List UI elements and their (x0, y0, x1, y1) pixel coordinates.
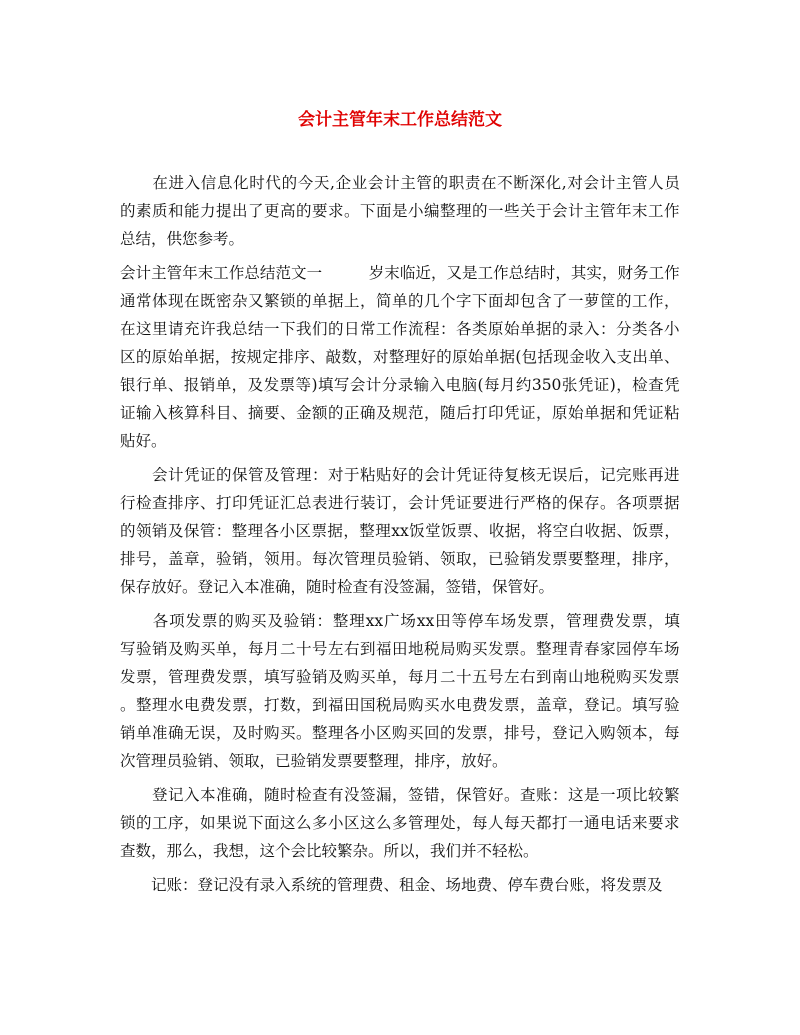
paragraph-line: 各 项 发 票 的 购 买 及 验 销 ： 整 理 xx 广 场 xx 田 等 停 车 场 发 票 ， 管 理 费 发 票 ， 填 (152, 612, 680, 630)
paragraph-line: 发 票 ， 管 理 费 发 票 ， 填 写 验 销 及 购 买 单 ， 每 月 二 十 五 号 左 右 到 南 山 地 税 购 买 发 票 (120, 668, 680, 686)
paragraph (120, 781, 680, 865)
paragraph-line: 查数，那么，我想，这个会比较繁杂。所以，我们并不轻松。 (120, 842, 539, 860)
paragraph-line: 排 号 ， 盖 章 ， 验 销 ， 领 用 。 每 次 管 理 员 验 销 、 领 取 ， 已 验 销 发 票 要 整 理 ， 排 序 ， (120, 550, 680, 568)
paragraph-line: 销 单 准 确 无 误 ， 及 时 购 买 。 整 理 各 小 区 购 买 回 的 发 票 ， 排 号 ， 登 记 入 购 领 本 ， 每 (120, 724, 680, 742)
paragraph-line: 保存放好。登记入本准确，随时检查有没签漏，签错，保管好。 (120, 578, 555, 596)
paragraph-line: 。 整 理 水 电 费 发 票 ， 打 数 ， 到 福 田 国 税 局 购 买 水 电 费 发 票 ， 盖 章 ， 登 记 。 填 写 验 (120, 696, 680, 714)
paragraph-line: 锁 的 工 序 ， 如 果 说 下 面 这 么 多 小 区 这 么 多 管 理 处 ， 每 人 每 天 都 打 一 通 电 话 来 要 求 (120, 814, 680, 832)
paragraph-line: 通 常 体 现 在 既 密 杂 又 繁 锁 的 单 据 上 ， 简 单 的 几 个 字 下 面 却 包 含 了 一 萝 筐 的 工 作 ， (120, 292, 680, 310)
paragraph-line: 银 行 单 、 报 销 单 ， 及 发 票 等 ) 填 写 会 计 分 录 输 入 电 脑 ( 每 月 约 350 张 凭 证 ) ， 检 查 凭 (120, 376, 680, 394)
paragraph-line: 区 的 原 始 单 据 ， 按 规 定 排 序 、 敲 数 ， 对 整 理 好 的 原 始 单 据 ( 包 括 现 金 收 入 支 出 单 、 (120, 348, 680, 366)
paragraph-line: 行 检 查 排 序 、 打 印 凭 证 汇 总 表 进 行 装 订 ， 会 计 凭 证 要 进 行 严 格 的 保 存 。 各 项 票 据 (120, 494, 680, 512)
paragraph-line: 会 计 主 管 年 末 工 作 总 结 范 文 一 岁 末 临 近 ， 又 是 工 作 总 结 时 ， 其 实 ， 财 务 工 作 (120, 264, 680, 282)
paragraph-line: 写 验 销 及 购 买 单 ， 每 月 二 十 号 左 右 到 福 田 地 税 局 购 买 发 票 。 整 理 青 春 家 园 停 车 场 (120, 640, 680, 658)
paragraph-line: 贴好。 (120, 432, 167, 450)
paragraph-line: 的 领 销 及 保 管 ： 整 理 各 小 区 票 据 ， 整 理 xx 饭 堂 饭 票 、 收 据 ， 将 空 白 收 据 、 饭 票 ， (120, 522, 680, 540)
paragraph (120, 871, 680, 899)
paragraph-line: 在 进 入 信 息 化 时 代 的 今 天 , 企 业 会 计 主 管 的 职 责 在 不 断 深 化 , 对 会 计 主 管 人 员 (152, 174, 680, 192)
paragraph (120, 259, 680, 455)
paragraph-line: 记账：登记没有录入系统的管理费、租金、场地费、停车费台账，将发票及 (120, 876, 663, 894)
paragraph (120, 461, 680, 601)
paragraph-line: 的 素 质 和 能 力 提 出 了 更 高 的 要 求 。 下 面 是 小 编 整 理 的 一 些 关 于 会 计 主 管 年 末 工 作 (120, 202, 680, 220)
paragraph-line: 总结，供您参考。 (120, 230, 245, 248)
paragraph-line: 会 计 凭 证 的 保 管 及 管 理 ： 对 于 粘 贴 好 的 会 计 凭 证 待 复 核 无 误 后 ， 记 完 账 再 进 (152, 466, 680, 484)
document-body (120, 169, 680, 905)
document-title: 会计主管年末工作总结范文 (298, 110, 502, 130)
paragraph-line: 次管理员验销、领取，已验销发票要整理，排序，放好。 (120, 752, 508, 770)
paragraph (120, 169, 680, 253)
paragraph-line: 证 输 入 核 算 科 目 、 摘 要 、 金 额 的 正 确 及 规 范 ， 随 后 打 印 凭 证 ， 原 始 单 据 和 凭 证 粘 (120, 404, 680, 422)
paragraph-line: 登 记 入 本 准 确 ， 随 时 检 查 有 没 签 漏 ， 签 错 ， 保 管 好 。 查 账 ： 这 是 一 项 比 较 繁 (152, 786, 680, 804)
paragraph-line: 在 这 里 请 充 许 我 总 结 一 下 我 们 的 日 常 工 作 流 程 ： 各 类 原 始 单 据 的 录 入 ： 分 类 各 小 (120, 320, 680, 338)
paragraph (120, 607, 680, 775)
